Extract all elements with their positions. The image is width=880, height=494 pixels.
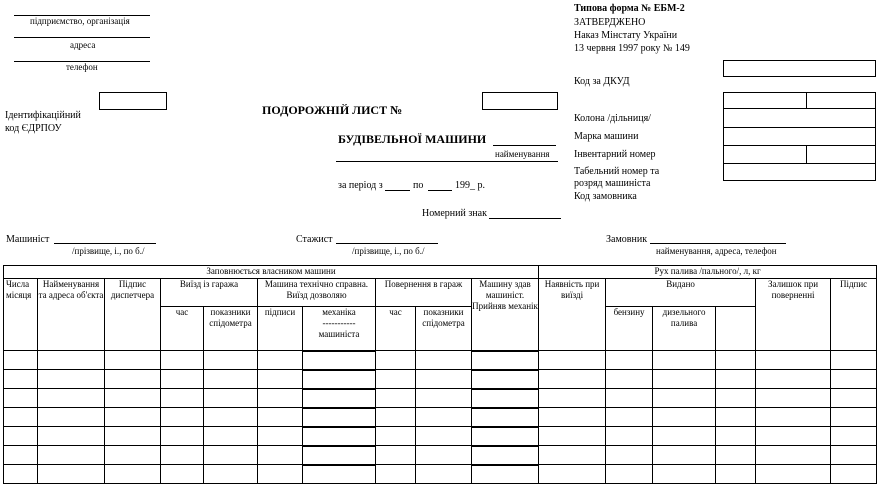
col-remaining: Залишок при поверненні [756, 279, 831, 351]
table-cell[interactable] [472, 408, 539, 427]
col-object: Найменування та адреса об'єкта [38, 279, 105, 351]
table-cell[interactable] [716, 446, 756, 465]
table-row [4, 427, 877, 446]
column-label: Колона /дільниця/ [574, 113, 651, 124]
table-cell[interactable] [653, 427, 716, 446]
table-cell[interactable] [716, 389, 756, 408]
codes-sep-1 [723, 108, 876, 109]
sub-speedometer: показники спідометра [204, 307, 258, 351]
col-date: Числа місяця [4, 279, 38, 351]
table-cell[interactable] [105, 446, 161, 465]
table-cell[interactable] [416, 351, 472, 370]
table-cell[interactable] [105, 351, 161, 370]
table-cell[interactable] [831, 389, 877, 408]
table-cell[interactable] [606, 446, 653, 465]
table-cell[interactable] [303, 408, 376, 427]
table-cell[interactable] [303, 465, 376, 484]
col-signature: Підпис [831, 279, 877, 351]
table-cell[interactable] [161, 408, 204, 427]
table-cell[interactable] [606, 465, 653, 484]
table-cell[interactable] [376, 446, 416, 465]
table-cell[interactable] [161, 351, 204, 370]
table-cell[interactable] [258, 408, 303, 427]
table-cell[interactable] [653, 351, 716, 370]
table-cell[interactable] [303, 446, 376, 465]
table-cell[interactable] [831, 427, 877, 446]
period-mid: по [413, 180, 424, 191]
operator-label: Машиніст [6, 234, 50, 245]
inventory-label: Інвентарний номер [574, 149, 656, 160]
table-cell[interactable] [606, 370, 653, 389]
address-line [14, 37, 150, 38]
tabel-label-1: Табельний номер та [574, 166, 660, 177]
table-cell[interactable] [38, 408, 105, 427]
table-cell[interactable] [472, 446, 539, 465]
operator-line [54, 243, 156, 244]
title-line-2: БУДІВЕЛЬНОЇ МАШИНИ [338, 132, 487, 146]
table-cell[interactable] [204, 351, 258, 370]
col-dispatcher: Підпис диспетчера [105, 279, 161, 351]
sub-diesel: дизельного палива [653, 307, 716, 351]
table-cell[interactable] [606, 351, 653, 370]
table-cell[interactable] [756, 408, 831, 427]
col-handover: Машину здав машиніст. Прийняв механік [472, 279, 539, 351]
table-cell[interactable] [539, 370, 606, 389]
table-cell[interactable] [831, 465, 877, 484]
codes-sep-3 [723, 145, 876, 146]
codes-split-top [806, 92, 807, 109]
table-cell[interactable] [161, 427, 204, 446]
table-row [4, 446, 877, 465]
edrpou-label-1: Ідентифікаційний [5, 110, 81, 121]
table-row [4, 370, 877, 389]
col-tech: Машина технічно справна. Виїзд дозволяю [258, 279, 376, 307]
dkud-field[interactable] [723, 60, 876, 77]
table-cell[interactable] [258, 351, 303, 370]
table-cell[interactable] [4, 446, 38, 465]
plate-line [489, 218, 561, 219]
table-cell[interactable] [539, 446, 606, 465]
name-line-short [493, 145, 556, 146]
table-cell[interactable] [105, 370, 161, 389]
sub-return-hours: час [376, 307, 416, 351]
sub-hours: час [161, 307, 204, 351]
table-cell[interactable] [539, 408, 606, 427]
col-return: Повернення в гараж [376, 279, 472, 307]
table-cell[interactable] [376, 408, 416, 427]
table-cell[interactable] [376, 389, 416, 408]
approved: ЗАТВЕРДЖЕНО [574, 17, 646, 28]
table-cell[interactable] [831, 370, 877, 389]
operator-caption: /прізвище, і., по б./ [72, 246, 145, 256]
table-cell[interactable] [204, 446, 258, 465]
trainee-line [336, 243, 438, 244]
table-cell[interactable] [472, 370, 539, 389]
table-cell[interactable] [258, 370, 303, 389]
table-cell[interactable] [161, 446, 204, 465]
table-cell[interactable] [4, 465, 38, 484]
order-date: 13 червня 1997 року № 149 [574, 43, 690, 54]
table-row [4, 408, 877, 427]
order: Наказ Мінстату України [574, 30, 678, 41]
period-to-line [428, 190, 452, 191]
table-cell[interactable] [38, 389, 105, 408]
table-cell[interactable] [606, 408, 653, 427]
table-cell[interactable] [653, 465, 716, 484]
customer-line [650, 243, 786, 244]
table-cell[interactable] [716, 427, 756, 446]
table-cell[interactable] [539, 389, 606, 408]
period-prefix: за період з [338, 180, 383, 191]
org-label: підприємство, організація [30, 16, 130, 26]
sub-mechanic: механіка [322, 307, 356, 317]
table-cell[interactable] [161, 389, 204, 408]
group-owner: Заповнюється власником машини [4, 266, 539, 279]
table-cell[interactable] [258, 446, 303, 465]
customer-label: Замовник [606, 234, 648, 245]
table-cell[interactable] [716, 465, 756, 484]
table-cell[interactable] [416, 408, 472, 427]
table-cell[interactable] [258, 389, 303, 408]
table-cell[interactable] [606, 389, 653, 408]
table-cell[interactable] [416, 427, 472, 446]
table-cell[interactable] [204, 370, 258, 389]
table-cell[interactable] [416, 465, 472, 484]
col-departure: Виїзд із гаража [161, 279, 258, 307]
table-cell[interactable] [105, 408, 161, 427]
phone-label: телефон [66, 62, 98, 72]
table-cell[interactable] [4, 408, 38, 427]
table-cell[interactable] [4, 370, 38, 389]
table-cell[interactable] [539, 351, 606, 370]
dkud-label: Код за ДКУД [574, 76, 630, 87]
table-cell[interactable] [376, 427, 416, 446]
table-cell[interactable] [756, 427, 831, 446]
sub-return-speedometer: показники спідометра [416, 307, 472, 351]
col-issued: Видано [606, 279, 756, 307]
table-cell[interactable] [376, 370, 416, 389]
table-cell[interactable] [204, 465, 258, 484]
sub-petrol: бензину [606, 307, 653, 351]
table-cell[interactable] [606, 427, 653, 446]
customer-code-label: Код замовника [574, 191, 637, 202]
sub-signatures: підписи [258, 307, 303, 351]
table-row [4, 389, 877, 408]
table-cell[interactable] [105, 427, 161, 446]
table-cell[interactable] [539, 465, 606, 484]
codes-box [723, 92, 876, 181]
table-cell[interactable] [4, 351, 38, 370]
trainee-label: Стажист [296, 234, 333, 245]
table-cell[interactable] [756, 389, 831, 408]
brand-label: Марка машини [574, 131, 639, 142]
edrpou-field[interactable] [99, 92, 167, 110]
table-cell[interactable] [472, 427, 539, 446]
table-cell[interactable] [38, 370, 105, 389]
table-cell[interactable] [161, 370, 204, 389]
sub-mechanic-operator [303, 307, 376, 351]
table-cell[interactable] [756, 351, 831, 370]
table-cell[interactable] [539, 427, 606, 446]
trainee-caption: /прізвище, і., по б./ [352, 246, 425, 256]
table-cell[interactable] [756, 370, 831, 389]
sub-dashes: ----------- [322, 318, 356, 328]
table-cell[interactable] [204, 408, 258, 427]
table-cell[interactable] [303, 427, 376, 446]
table-cell[interactable] [161, 465, 204, 484]
table-cell[interactable] [472, 465, 539, 484]
sub-operator: машиніста [318, 329, 360, 339]
group-fuel: Рух палива /пального/, л, кг [539, 266, 877, 279]
name-line [336, 161, 558, 162]
table-cell[interactable] [416, 389, 472, 408]
number-field[interactable] [482, 92, 558, 110]
table-cell[interactable] [258, 427, 303, 446]
table-cell[interactable] [716, 408, 756, 427]
period-from-line [385, 190, 410, 191]
customer-caption: найменування, адреса, телефон [656, 246, 777, 256]
table-cell[interactable] [653, 446, 716, 465]
table-cell[interactable] [653, 408, 716, 427]
name-caption: найменування [495, 149, 550, 159]
table-cell[interactable] [376, 465, 416, 484]
table-cell[interactable] [416, 370, 472, 389]
table-cell[interactable] [756, 446, 831, 465]
table-cell[interactable] [653, 389, 716, 408]
table-cell[interactable] [472, 351, 539, 370]
table-cell[interactable] [38, 351, 105, 370]
form-title: Типова форма № ЕБМ-2 [574, 3, 685, 14]
table-cell[interactable] [105, 465, 161, 484]
table-cell[interactable] [716, 370, 756, 389]
codes-sep-4 [723, 163, 876, 164]
codes-sep-2 [723, 127, 876, 128]
table-cell[interactable] [376, 351, 416, 370]
table-cell[interactable] [756, 465, 831, 484]
table-cell[interactable] [831, 351, 877, 370]
codes-split-mid [806, 145, 807, 163]
table-cell[interactable] [204, 427, 258, 446]
table-cell[interactable] [416, 446, 472, 465]
table-cell[interactable] [303, 389, 376, 408]
table-cell[interactable] [38, 446, 105, 465]
table-cell[interactable] [38, 465, 105, 484]
period-year: 199_ р. [455, 180, 485, 191]
table-cell[interactable] [653, 370, 716, 389]
table-cell[interactable] [4, 427, 38, 446]
table-cell[interactable] [716, 351, 756, 370]
table-cell[interactable] [303, 370, 376, 389]
tabel-label-2: розряд машиніста [574, 178, 651, 189]
address-label: адреса [70, 40, 96, 50]
table-cell[interactable] [204, 389, 258, 408]
table-cell[interactable] [38, 427, 105, 446]
table-cell[interactable] [258, 465, 303, 484]
table-cell[interactable] [4, 389, 38, 408]
sub-blank [716, 307, 756, 351]
title-line-1: ПОДОРОЖНІЙ ЛИСТ № [262, 103, 403, 117]
table-cell[interactable] [831, 408, 877, 427]
table-cell[interactable] [303, 351, 376, 370]
col-fuel-start: Наявність при виїзді [539, 279, 606, 351]
table-row [4, 465, 877, 484]
table-cell[interactable] [105, 389, 161, 408]
table-row [4, 351, 877, 370]
table-cell[interactable] [831, 446, 877, 465]
table-cell[interactable] [472, 389, 539, 408]
plate-label: Номерний знак [422, 208, 487, 219]
edrpou-label-2: код ЄДРПОУ [5, 123, 62, 134]
trip-table [3, 265, 877, 484]
